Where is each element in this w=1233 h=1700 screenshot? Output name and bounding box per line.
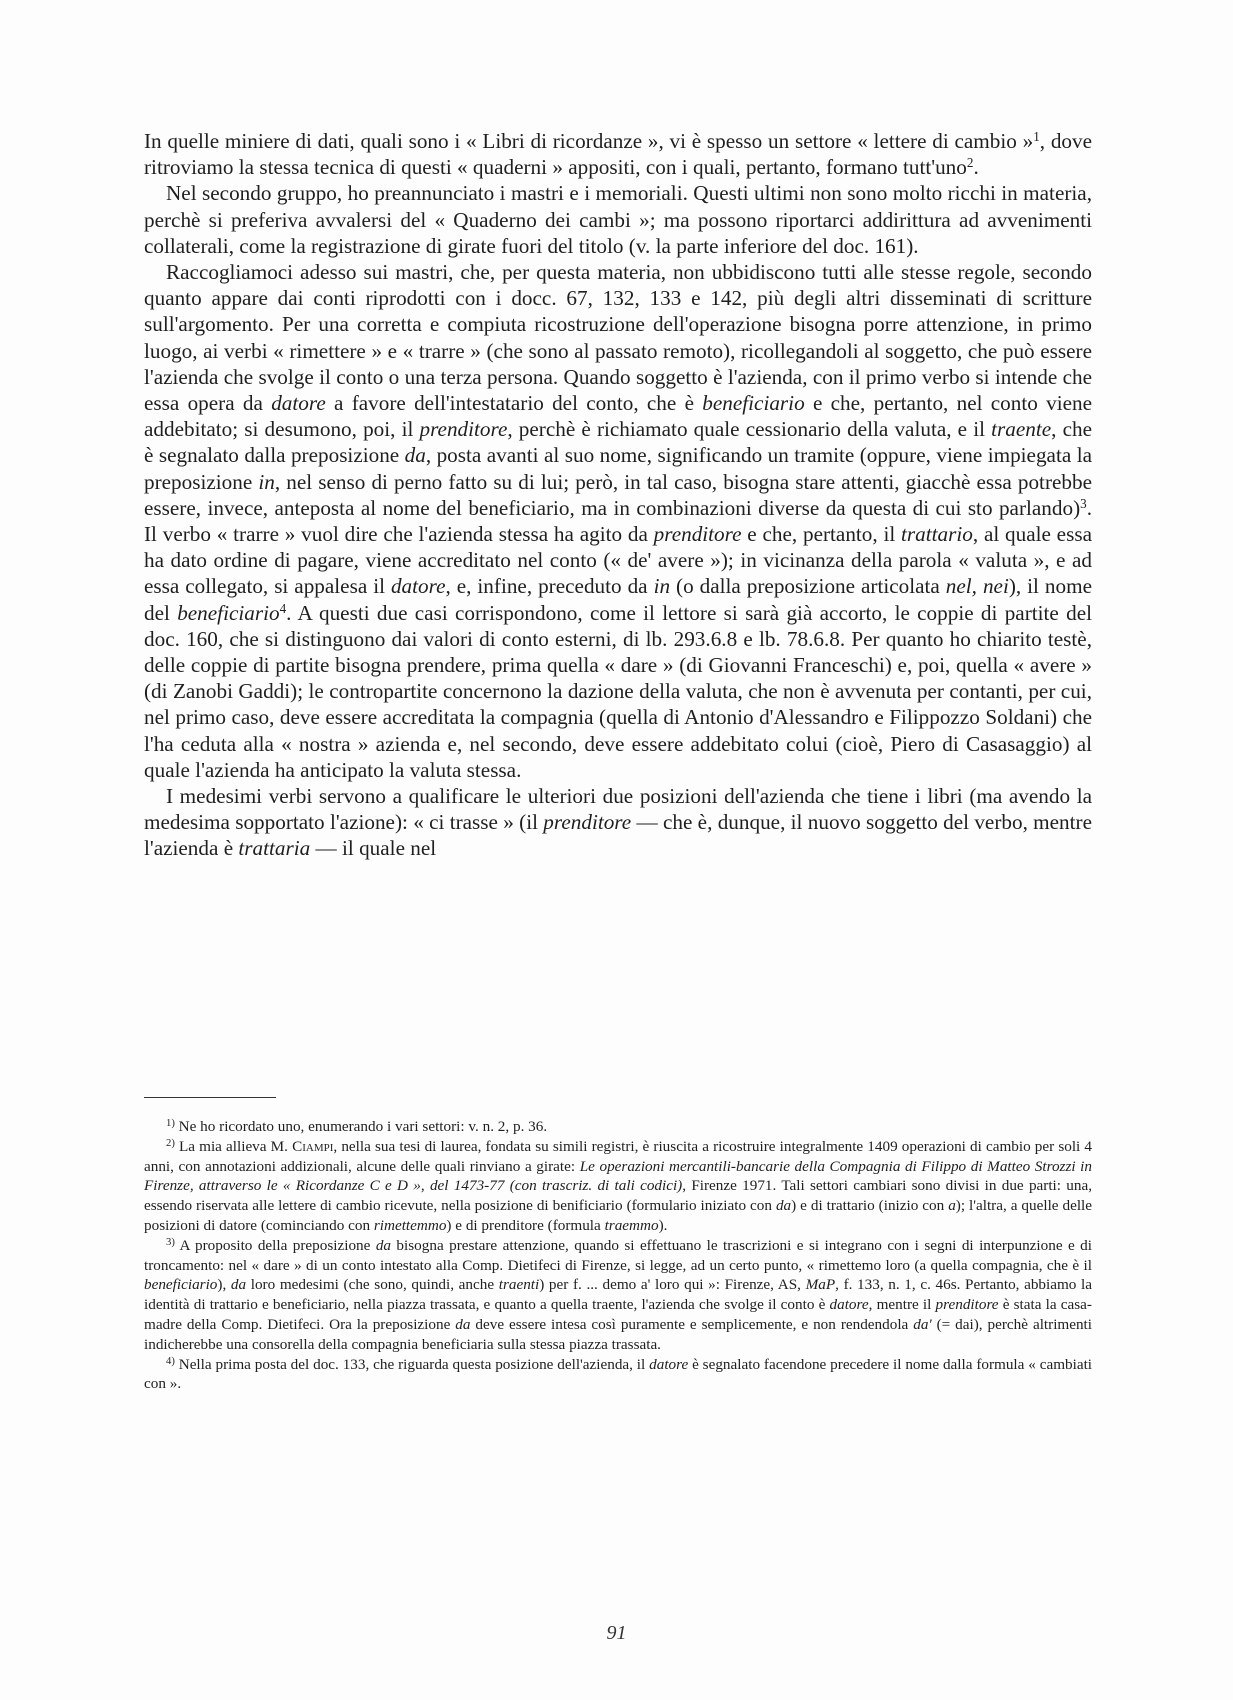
page-number: 91 xyxy=(606,1622,627,1644)
text-run: e che, pertanto, nel conto viene addebitato; si desumono, poi, il xyxy=(144,391,1093,442)
paragraph-4 xyxy=(144,783,1092,862)
text-run: , perchè è richiamato quale cessionario della valuta, e il xyxy=(507,417,992,442)
text-run: , posta avanti al suo nome, significando un tramite (oppure, viene impiegata la preposizione xyxy=(144,443,1092,494)
italic-term: beneficiario xyxy=(177,600,280,625)
italic-term: da xyxy=(375,1236,391,1254)
text-run: . xyxy=(973,155,979,180)
italic-term: in xyxy=(258,469,275,494)
italic-term: da xyxy=(404,443,426,468)
italic-term: traente xyxy=(991,417,1052,442)
text-run: e che, pertanto, il xyxy=(741,522,902,547)
main-text xyxy=(144,128,1092,862)
author-name: Ciampi xyxy=(292,1137,334,1155)
italic-term: traenti xyxy=(498,1276,540,1294)
text-run: , che è segnalato dalla preposizione xyxy=(144,417,1092,468)
text-run: , nella sua tesi di laurea, fondata su simili registri, è riuscita a ricostruire integralmente 1409 operazioni di cambio per soli 4 anni, con annotazioni addizionali, alcune delle quali rinviano a girate: xyxy=(144,1137,1092,1175)
text-run: bisogna prestare attenzione, quando si effettuano le trascrizioni e si integrano con i segni di interpunzione e di troncamento: nel « dare » di un conto intestato alla Comp. Dietifeci di Firenze, si legge, ad un certo punto, « rimettemo loro (a quella compagnia, che è il xyxy=(144,1236,1092,1274)
italic-term: prenditore xyxy=(653,522,742,547)
text-run: . Il verbo « trarre » vuol dire che l'azienda stessa ha agito da xyxy=(144,495,1092,547)
text-run: La mia allieva M. xyxy=(174,1137,293,1155)
text-run: Ne ho ricordato uno, enumerando i vari settori: v. n. 2, p. 36. xyxy=(174,1118,548,1135)
text-run: . A questi due casi corrispondono, come il lettore si sarà già accorto, le coppie di partite del doc. 160, che si distinguono dai valori di conto esterni, di lb. 293.6.8 e lb. 78.6.8. Per quanto ho chiarito testè, delle coppie di partite bisogna prendere, prima quella « dare » (di Giovanni Franceschi) e, poi, quella « avere » (di Zanobi Gaddi); le contropartite concernono la dazione della valuta, che non è avvenuta per contanti, per cui, nel primo caso, deve essere accreditata la compagnia (quella di Antonio d'Alessandro e Filippozzo Soldani) che l'ha ceduta alla « nostra » azienda e, nel secondo, deve essere addebitato colui (cioè, Piero di Casasaggio) al quale l'azienda ha anticipato la valuta stessa. xyxy=(144,600,1092,782)
text-run: (o dalla preposizione articolata xyxy=(670,574,946,599)
footnote-ref-1[interactable]: 1 xyxy=(1033,128,1040,144)
italic-term: nel, nei xyxy=(945,574,1009,599)
italic-term: prenditore xyxy=(543,810,632,835)
italic-term: traemmo xyxy=(604,1216,659,1234)
footnote-2 xyxy=(144,1137,1092,1236)
text-run: a favore dell'intestatario del conto, che è xyxy=(325,391,703,416)
text-run: , dove ritroviamo la stessa tecnica di questi « quaderni » appositi, con i quali, pertanto, formano tutt'uno xyxy=(144,129,1093,180)
text-run: , f. 133, n. 1, c. 46s. Pertanto, abbiamo la identità di trattario e beneficiario, nella piazza trassata, e quanto a quella traente, l'azienda che svolge il conto è xyxy=(144,1276,1092,1314)
text-run: deve essere intesa così puramente e semplicemente, e non rendendola xyxy=(470,1315,914,1333)
footnote-3 xyxy=(144,1236,1092,1355)
italic-term: datore xyxy=(390,574,446,599)
footnote-mark: 3) xyxy=(166,1237,175,1248)
paragraph-1 xyxy=(144,128,1092,180)
italic-term: MaP xyxy=(805,1276,836,1294)
text-run: ), il nome del xyxy=(144,574,1092,625)
text-run: loro medesimi (che sono, quindi, anche xyxy=(246,1276,499,1294)
italic-term: prenditore xyxy=(419,417,508,442)
text-run: , nel senso di perno fatto su di lui; però, in tal caso, bisogna stare attenti, giacchè essa potrebbe essere, invece, anteposta al nome del beneficiario, ma in combinazioni diverse da questa di cui sto parlando) xyxy=(144,469,1092,520)
italic-term: a xyxy=(948,1197,956,1215)
italic-term: da xyxy=(455,1315,471,1333)
italic-term: da' xyxy=(913,1315,932,1333)
italic-title: Le operazioni mercantili-bancarie della Compagnia di Filippo di Matteo Strozzi in Firenze, attraverso le « Ricordanze C e D », del 1473-77 (con trascriz. di tali codici) xyxy=(144,1157,1092,1195)
footnote-4 xyxy=(144,1355,1092,1395)
text-run: ) per f. ... demo a' loro qui »: Firenze, AS, xyxy=(539,1276,806,1294)
italic-term: rimettemmo xyxy=(373,1216,447,1234)
text-run: , mentre il xyxy=(868,1296,936,1314)
text-run: , Firenze 1971. Tali settori cambiari sono divisi in due parti: una, essendo riservata alle lettere di cambio ricevute, nella posizione di benificiario (formulario iniziato con xyxy=(144,1177,1093,1215)
footnote-divider xyxy=(144,1097,276,1098)
text-run: I medesimi verbi servono a qualificare le ulteriori due posizioni dell'azienda che tiene i libri (ma avendo la medesima sopportato l'azione): « ci trasse » (il xyxy=(144,784,1092,835)
italic-term: beneficiario xyxy=(702,391,805,416)
footnote-mark: 2) xyxy=(166,1138,175,1150)
text-run: Raccogliamoci adesso sui mastri, che, per questa materia, non ubbidiscono tutti alle stesse regole, secondo quanto appare dai conti riprodotti con i docc. 67, 132, 133 e 142, più degli altri disseminati di scritture sull'argomento. Per una corretta e compiuta ricostruzione dell'operazione bisogna porre attenzione, in primo luogo, ai verbi « rimettere » e « trarre » (che sono al passato remoto), ricollegandoli al soggetto, che può essere l'azienda che svolge il conto o una terza persona. Quando soggetto è l'azienda, con il primo verbo si intende che essa opera da xyxy=(144,260,1092,416)
footnote-1 xyxy=(144,1117,1092,1137)
text-run: — che è, dunque, il nuovo soggetto del verbo, mentre l'azienda è xyxy=(144,810,1092,861)
text-run: — il quale nel xyxy=(310,836,437,861)
text-run: (= dai), perchè altrimenti indicherebbe una consorella della compagnia beneficiaria sulla stessa piazza trassata. xyxy=(144,1315,1092,1353)
text-run: , al quale essa ha dato ordine di pagare, viene accreditato nel conto (« de' avere »); in vicinanza della parola « valuta », e ad essa collegato, si appalesa il xyxy=(144,522,1092,599)
text-run: ). xyxy=(658,1216,668,1234)
text-run: ) e di prenditore (formula xyxy=(446,1216,605,1234)
footnote-mark: 4) xyxy=(166,1355,175,1367)
footnote-mark: 1) xyxy=(166,1118,175,1130)
text-run: ); l'altra, a quelle delle posizioni di datore (cominciando con xyxy=(144,1197,1093,1234)
paragraph-3 xyxy=(144,259,1092,783)
text-run: A proposito della preposizione xyxy=(174,1236,376,1254)
italic-term: da xyxy=(230,1276,247,1294)
italic-term: datore xyxy=(271,391,326,416)
italic-term: da xyxy=(775,1197,792,1215)
paragraph-2 xyxy=(144,180,1092,259)
italic-term: datore xyxy=(829,1296,869,1314)
italic-term: trattaria xyxy=(238,836,311,861)
italic-term: prenditore xyxy=(935,1296,999,1314)
italic-term: datore xyxy=(649,1355,689,1373)
footnote-ref-2[interactable]: 2 xyxy=(966,154,974,170)
italic-term: trattario xyxy=(901,522,973,547)
footnote-ref-4[interactable]: 4 xyxy=(279,600,287,616)
footnotes xyxy=(144,1117,1092,1394)
text-run: Nel secondo gruppo, ho preannunciato i mastri e i memoriali. Questi ultimi non sono molto ricchi in materia, perchè si preferiva avvalersi del « Quaderno dei cambi »; ma possono riportarci addirittura ad avvenimenti collaterali, come la registrazione di girate fuori del titolo (v. la parte inferiore del doc. 161). xyxy=(144,181,1092,258)
text-run: In quelle miniere di dati, quali sono i « Libri di ricordanze », vi è spesso un settore « lettere di cambio » xyxy=(144,129,1034,153)
text-run: ), xyxy=(217,1276,231,1294)
footnote-ref-3[interactable]: 3 xyxy=(1080,495,1087,511)
text-run: , e, infine, preceduto da xyxy=(445,574,654,599)
text-run: Nella prima posta del doc. 133, che riguarda questa posizione dell'azienda, il xyxy=(174,1355,650,1373)
italic-term: in xyxy=(653,574,671,599)
text-run: ) e di trattario (inizio con xyxy=(791,1197,949,1215)
italic-term: beneficiario xyxy=(144,1276,218,1294)
text-run: è stata la casa-madre della Comp. Dietifeci. Ora la preposizione xyxy=(144,1296,1092,1333)
text-run: è segnalato facendone precedere il nome dalla formula « cambiati con ». xyxy=(144,1355,1093,1393)
